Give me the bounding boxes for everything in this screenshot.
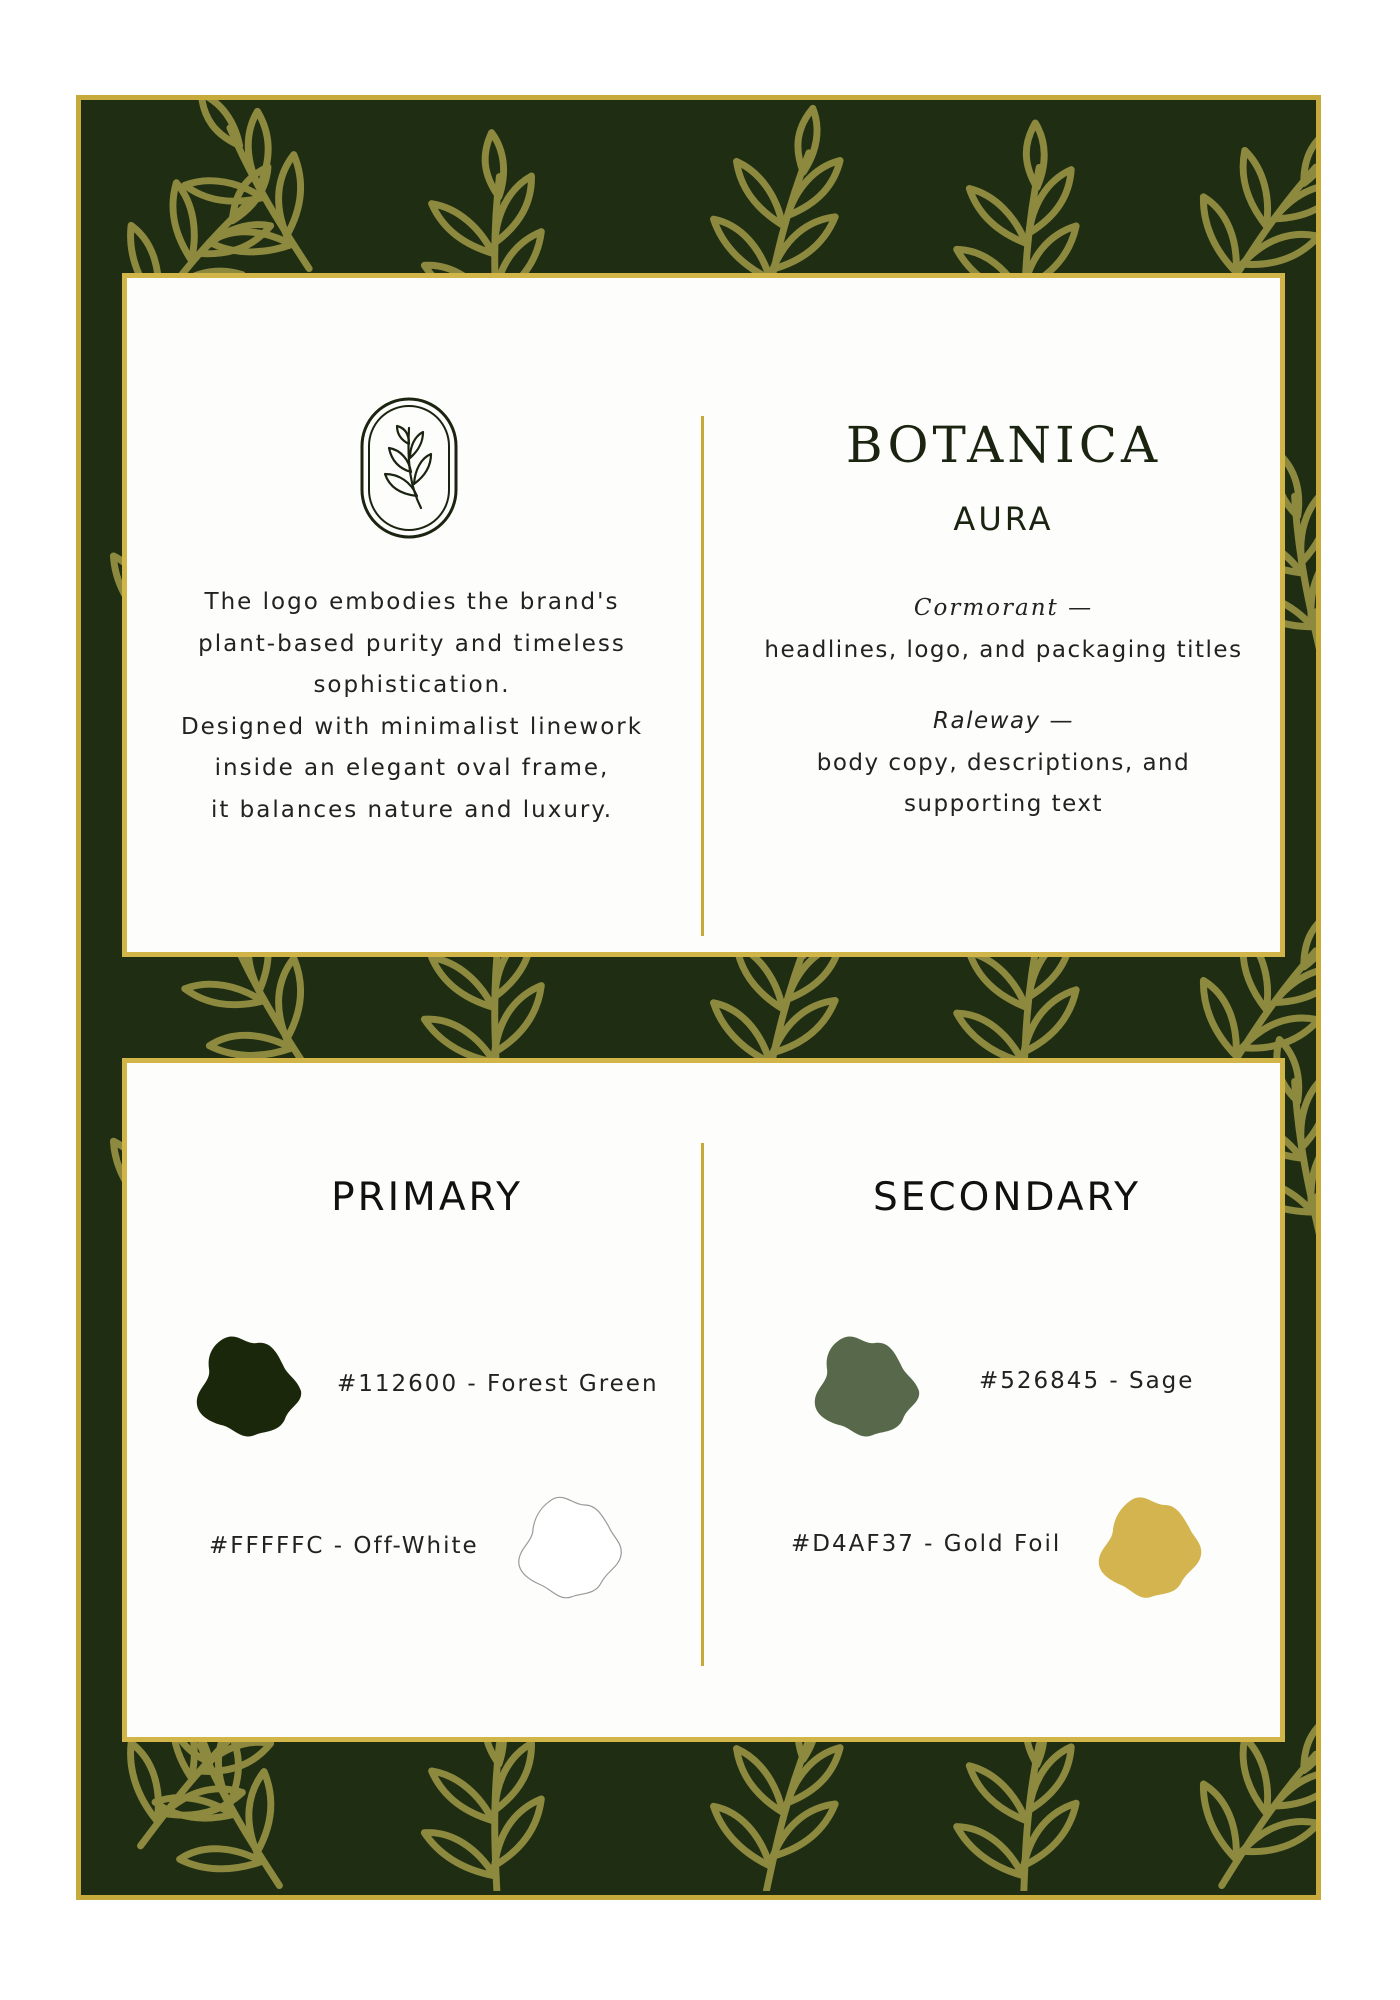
vertical-divider — [701, 416, 704, 936]
swatch-shape — [197, 1337, 301, 1437]
vertical-divider — [701, 1143, 704, 1666]
color-palette-card — [122, 1058, 1285, 1742]
font-usage: supporting text — [903, 791, 1104, 817]
sage-label: #526845 - Sage — [979, 1368, 1195, 1394]
font-name: Raleway — — [933, 708, 1074, 734]
brand-subtitle: AURA — [953, 500, 1054, 538]
logo-typography-card — [122, 273, 1285, 957]
page-frame — [76, 95, 1321, 1900]
forest-green-label: #112600 - Forest Green — [337, 1371, 659, 1397]
logo-description: The logo embodies the brand's plant-based purity and timeless sophistication. Designed with minimalist linework inside an elegant oval frame, it balances nature and luxury. — [180, 589, 644, 823]
swatch-shape — [1099, 1497, 1202, 1597]
primary-palette-title: PRIMARY — [331, 1175, 523, 1220]
font-usage: body copy, descriptions, and — [816, 749, 1191, 776]
forest-green-swatch — [193, 1331, 305, 1439]
off-white-swatch — [513, 1493, 625, 1601]
off-white-label: #FFFFFC - Off-White — [209, 1533, 479, 1559]
swatch-shape — [815, 1337, 919, 1437]
secondary-palette-title: SECONDARY — [873, 1175, 1141, 1220]
font-spec-cormorant — [717, 588, 1290, 671]
font-spec-raleway — [717, 701, 1290, 826]
gold-foil-swatch — [1093, 1493, 1205, 1601]
leaf-sprig-oval-icon — [359, 396, 459, 540]
font-usage: headlines, logo, and packaging titles — [764, 636, 1243, 663]
gold-foil-label: #D4AF37 - Gold Foil — [791, 1531, 1062, 1557]
sage-swatch — [811, 1331, 923, 1439]
swatch-shape — [519, 1497, 622, 1597]
font-name: Cormorant — — [913, 595, 1094, 621]
brand-name: BOTANICA — [845, 416, 1162, 474]
